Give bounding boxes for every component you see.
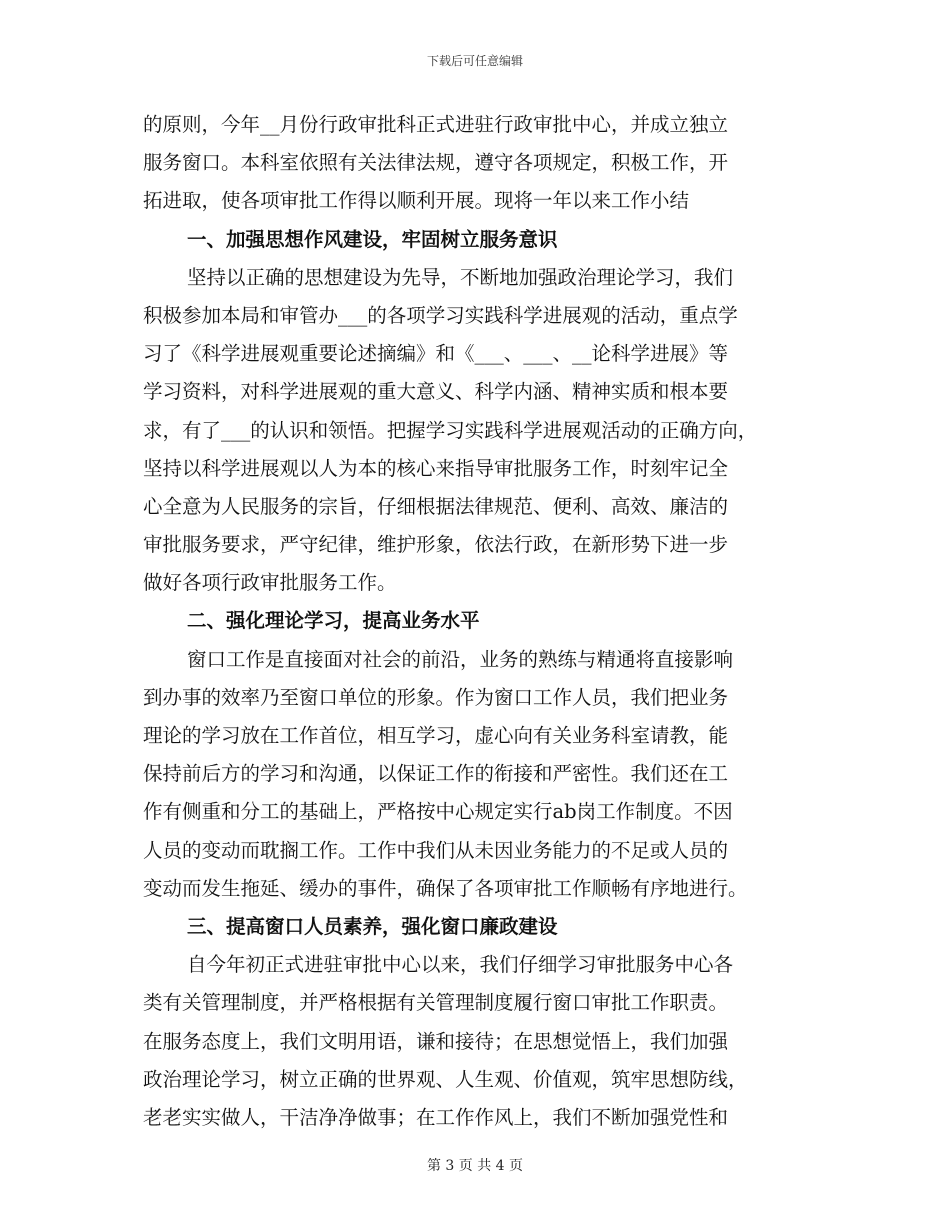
paragraph-first-line: 窗口工作是直接面对社会的前沿，业务的熟练与精通将直接影响 bbox=[187, 647, 734, 671]
body-line: 在服务态度上，我们文明用语，谦和接待；在思想觉悟上，我们加强 bbox=[143, 1029, 729, 1053]
page-footer: 第 3 页 共 4 页 bbox=[426, 1158, 524, 1174]
body-line: 求，有了___的认识和领悟。把握学习实践科学进展观活动的正确方向， bbox=[143, 418, 758, 442]
body-line: 的原则，今年__月份行政审批科正式进驻行政审批中心，并成立独立 bbox=[143, 113, 729, 136]
document-body bbox=[143, 106, 815, 1137]
body-line: 习了《科学进展观重要论述摘编》和《___、___、__论科学进展》等 bbox=[143, 342, 729, 366]
body-line: 积极参加本局和审管办___的各项学习实践科学进展观的活动，重点学 bbox=[143, 303, 738, 327]
body-line: 类有关管理制度，并严格根据有关管理制度履行窗口审批工作职责。 bbox=[143, 991, 729, 1015]
section-heading-1: 一、加强思想作风建设，牢固树立服务意识 bbox=[187, 227, 558, 251]
body-line: 坚持以科学进展观以人为本的核心来指导审批服务工作，时刻牢记全 bbox=[143, 456, 729, 480]
body-line: 保持前后方的学习和沟通，以保证工作的衔接和严密性。我们还在工 bbox=[143, 762, 729, 786]
body-line: 理论的学习放在工作首位，相互学习，虚心向有关业务科室请教，能 bbox=[143, 724, 729, 747]
body-line: 做好各项行政审批服务工作。 bbox=[143, 571, 397, 595]
section-heading-2: 二、强化理论学习，提高业务水平 bbox=[187, 609, 480, 633]
body-line: 心全意为人民服务的宗旨，仔细根据法律规范、便利、高效、廉洁的 bbox=[143, 494, 729, 518]
body-line: 人员的变动而耽搁工作。工作中我们从未因业务能力的不足或人员的 bbox=[143, 838, 729, 862]
body-line: 到办事的效率乃至窗口单位的形象。作为窗口工作人员，我们把业务 bbox=[143, 685, 729, 709]
section-heading-3: 三、提高窗口人员素养，强化窗口廉政建设 bbox=[187, 914, 558, 938]
body-line: 政治理论学习，树立正确的世界观、人生观、价值观，筑牢思想防线， bbox=[143, 1067, 748, 1091]
body-line: 拓进取，使各项审批工作得以顺利开展。现将一年以来工作小结 bbox=[143, 189, 690, 213]
paragraph-first-line: 自今年初正式进驻审批中心以来，我们仔细学习审批服务中心各 bbox=[187, 953, 734, 977]
body-line: 服务窗口。本科室依照有关法律法规，遵守各项规定，积极工作，开 bbox=[143, 151, 729, 175]
body-line: 作有侧重和分工的基础上，严格按中心规定实行ab岗工作制度。不因 bbox=[143, 800, 733, 824]
body-line: 学习资料，对科学进展观的重大意义、科学内涵、精神实质和根本要 bbox=[143, 380, 729, 404]
header-note: 下载后可任意编辑 bbox=[426, 54, 523, 68]
body-line: 变动而发生拖延、缓办的事件，确保了各项审批工作顺畅有序地进行。 bbox=[143, 876, 748, 900]
paragraph-first-line: 坚持以正确的思想建设为先导，不断地加强政治理论学习，我们 bbox=[187, 265, 734, 289]
body-line: 老老实实做人，干洁净净做事；在工作作风上，我们不断加强党性和 bbox=[143, 1105, 729, 1129]
body-line: 审批服务要求，严守纪律，维护形象，依法行政，在新形势下进一步 bbox=[143, 533, 729, 557]
